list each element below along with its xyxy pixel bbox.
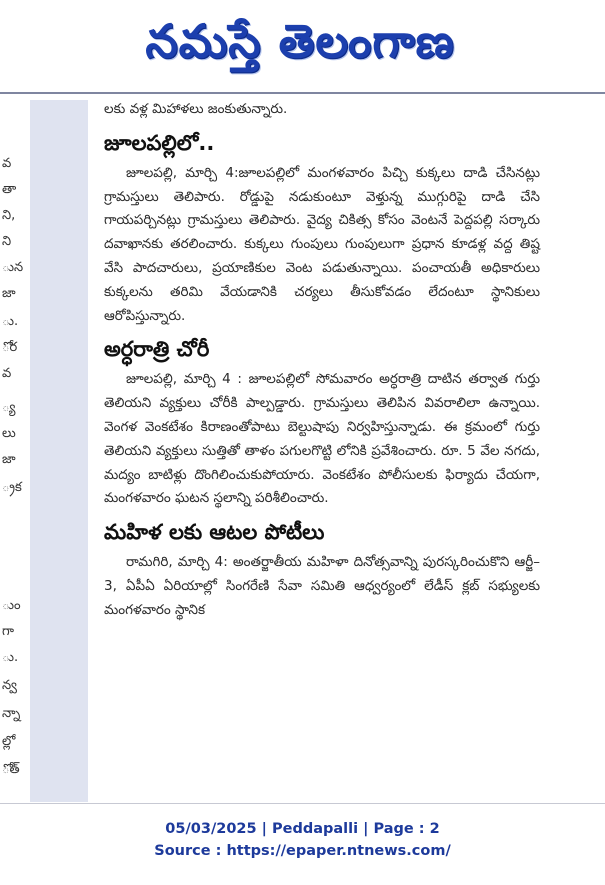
left-fragment: ని (2, 234, 12, 249)
left-fragment: గా (2, 624, 14, 639)
column-separator-band (30, 100, 88, 802)
left-fragment: జా (2, 286, 16, 301)
section-heading-women-games: మహిళ లకు ఆటల పోటీలు (104, 520, 325, 545)
left-column-fragment (0, 100, 24, 800)
footer-source-link[interactable]: Source : https://epaper.ntnews.com/ (154, 843, 451, 859)
left-fragment: ల్లో (2, 734, 16, 749)
left-fragment: లు (2, 426, 16, 441)
left-fragment: ని, (2, 208, 16, 223)
left-fragment: ు. (2, 314, 19, 329)
footer (0, 818, 605, 862)
left-fragment: జా (2, 452, 16, 467)
left-fragment: ు. (2, 650, 19, 665)
footer-divider (0, 803, 605, 804)
left-fragment: న్నా (2, 706, 21, 721)
left-fragment: వ (2, 156, 12, 171)
intro-line: లకు వళ్ల మిహాళలు జంకుతున్నారు. (104, 101, 288, 117)
left-fragment: ్య (2, 400, 16, 415)
left-fragment: వ (2, 366, 12, 381)
section-body-julapalli: జూలపల్లి, మార్చి 4:జూలపల్లిలో మంగళవారం పిచ్చి కుక్కలు దాడి చేసినట్లు గ్రామస్తులు తెలిపారు. రోడ్డుపై నడుకుంటూ వెళ్తున్న ముగ్గురిపై దాడి చేసి గాయపర్చినట్లు గ్రామస్తులు తెలిపారు. వైద్య చికిత్స కోసం వెంటనే పెద్దపల్లి సర్కారు దవాఖానకు తరలించారు. కుక్కలు గుంపులు గుంపులుగా ప్రధాన కూడళ్ల వద్ద తిష్ట వేసి పాదచారులు, ప్రయాణికుల వెంట పడుతున్నాయి. పంచాయతీ అధికారులు కుక్కలను తరిమి వేయడానికి చర్యలు తీసుకోవడం లేదంటూ స్థానికులు ఆరోపిస్తున్నారు. (104, 164, 540, 324)
left-fragment: న్వ (2, 678, 17, 693)
section-body-women-games: రామగిరి, మార్చి 4: అంతర్జాతీయ మహిళా దినోత్సవాన్ని పురస్కరించుకొని ఆర్జీ–3, ఏపీఏ ఏరియాల్లో సింగరేణి సేవా సమితి ఆధ్వర్యంలో లేడీస్ క్లబ్ సభ్యులకు మంగళవారం స్థానిక (104, 554, 540, 618)
left-fragment: ోర (2, 340, 18, 355)
section-body-theft: జూలపల్లి, మార్చి 4 : జూలపల్లిలో సోమవారం అర్ధరాత్రి దాటిన తర్వాత గుర్తు తెలియని వ్యక్తులు చోరీకి పాల్పడ్డారు. గ్రామస్తులు తెలిపిన వివరాలిలా ఉన్నాయి. వెంగళ వెంకటేశం కిరాణంతోపాటు బెల్టుషాపు నిర్వహిస్తున్నాడు. ఈ క్రమంలో గుర్తు తెలియని వ్యక్తులు సుత్తితో తాళం పగులగొట్టి లోనికి ప్రవేశించారు. రూ. 5 వేల నగదు, మద్యం బాటిళ్లు దొంగిలించుకుపోయారు. వెంకటేశం పోలీసులకు ఫిర్యాదు చేయగా, మంగళవారం ఘటన స్థలాన్ని పరిశీలించారు. (104, 371, 540, 507)
section-heading-julapalli: జూలపల్లిలో.. (104, 130, 215, 155)
masthead-divider (0, 92, 605, 94)
masthead-title: నమస్తే తెలంగాణ (145, 14, 455, 68)
article-column (104, 98, 540, 800)
left-fragment: ్రక (2, 480, 22, 495)
left-fragment: ుం (2, 598, 21, 613)
section-heading-theft: అర్ధరాత్రి చోరీ (104, 337, 210, 362)
masthead (100, 6, 500, 88)
footer-date-page: 05/03/2025 | Peddapalli | Page : 2 (165, 821, 440, 837)
left-fragment: తా (2, 182, 17, 197)
left-fragment: ోత్ (2, 762, 20, 777)
left-fragment: ున (2, 260, 24, 275)
